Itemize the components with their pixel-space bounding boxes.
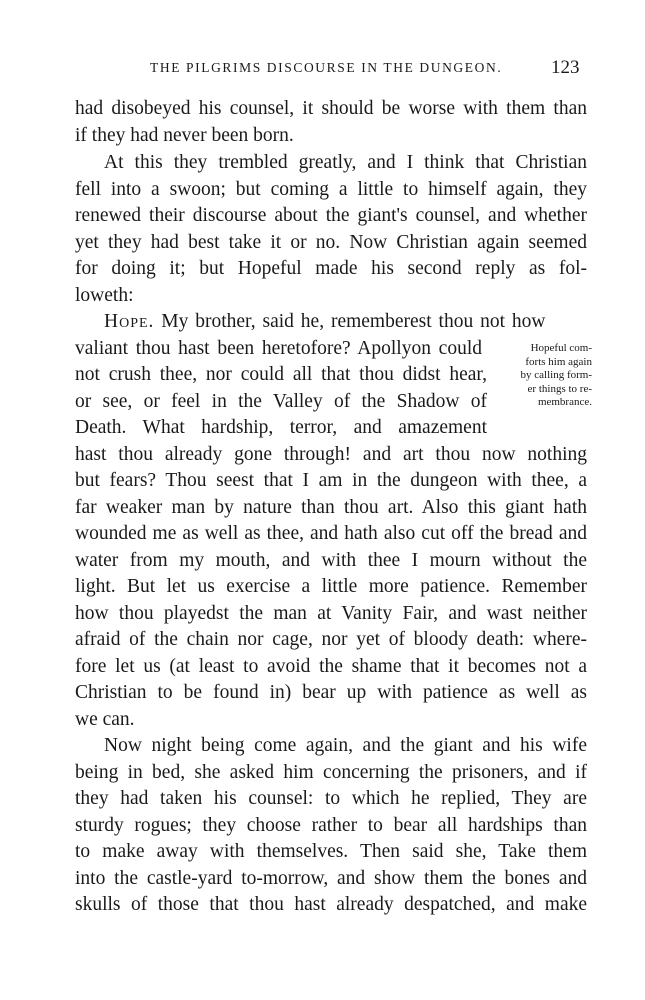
text-line: water from my mouth, and with thee I mourn without the: [75, 550, 587, 571]
text-line: if they had never been born.: [75, 125, 294, 146]
text-line: how thou playedst the man at Vanity Fair, and wast neither: [75, 603, 587, 624]
text-line: far weaker man by nature than thou art. Also this giant hath: [75, 497, 587, 518]
text-line: yet they had best take it or no. Now Christian again seemed: [75, 232, 587, 253]
text-line: renewed their discourse about the giant's counsel, and whether: [75, 205, 587, 226]
text-line: being in bed, she asked him concerning the prisoners, and if: [75, 762, 587, 783]
text-line: light. But let us exercise a little more patience. Remember: [75, 576, 587, 597]
text-line: or see, or feel in the Valley of the Shadow of: [75, 391, 487, 412]
margin-note-line: membrance.: [537, 396, 592, 408]
text-line: loweth:: [75, 285, 134, 306]
text-line: into the castle-yard to-morrow, and show them the bones and: [75, 868, 587, 889]
text-line: Christian to be found in) bear up with patience as well as: [75, 682, 587, 703]
running-title: THE PILGRIMS DISCOURSE IN THE DUNGEON.: [150, 60, 503, 75]
text-line: they had taken his counsel: to which he replied, They are: [75, 788, 587, 809]
text-line: Hope. My brother, said he, rememberest thou not how: [104, 311, 546, 332]
speaker-label: Hope.: [104, 311, 155, 332]
text-line: we can.: [75, 709, 135, 730]
text-line: Death. What hardship, terror, and amazement: [75, 417, 487, 438]
text-line: fore let us (at least to avoid the shame that it becomes not a: [75, 656, 587, 677]
text-line: valiant thou hast been heretofore? Apollyon could: [75, 338, 482, 359]
text-line: sturdy rogues; they choose rather to bear all hardships than: [75, 815, 587, 836]
margin-note-line: by calling form-: [520, 369, 592, 381]
text-line: to make away with themselves. Then said she, Take them: [75, 841, 587, 862]
text-line: hast thou already gone through! and art thou now nothing: [75, 444, 587, 465]
text-line: At this they trembled greatly, and I think that Christian: [104, 152, 587, 173]
text-line: for doing it; but Hopeful made his second reply as fol-: [75, 258, 587, 279]
text-line: not crush thee, nor could all that thou didst hear,: [75, 364, 487, 385]
margin-note-line: er things to re-: [527, 382, 592, 395]
text-line: afraid of the chain nor cage, nor yet of bloody death: where-: [75, 629, 587, 650]
text-line: had disobeyed his counsel, it should be worse with them than: [75, 98, 587, 119]
text-line: Now night being come again, and the giant and his wife: [104, 735, 587, 756]
text-line: but fears? Thou seest that I am in the dungeon with thee, a: [75, 470, 587, 491]
margin-note-line: Hopeful com-: [530, 342, 592, 354]
text-line: wounded me as well as thee, and hath also cut off the bread and: [75, 523, 587, 544]
page-number: 123: [551, 57, 580, 78]
text-line: skulls of those that thou hast already despatched, and make: [75, 894, 587, 915]
text-line: fell into a swoon; but coming a little to himself again, they: [75, 179, 587, 200]
margin-note-line: forts him again: [525, 355, 592, 368]
margin-note: [497, 342, 592, 410]
